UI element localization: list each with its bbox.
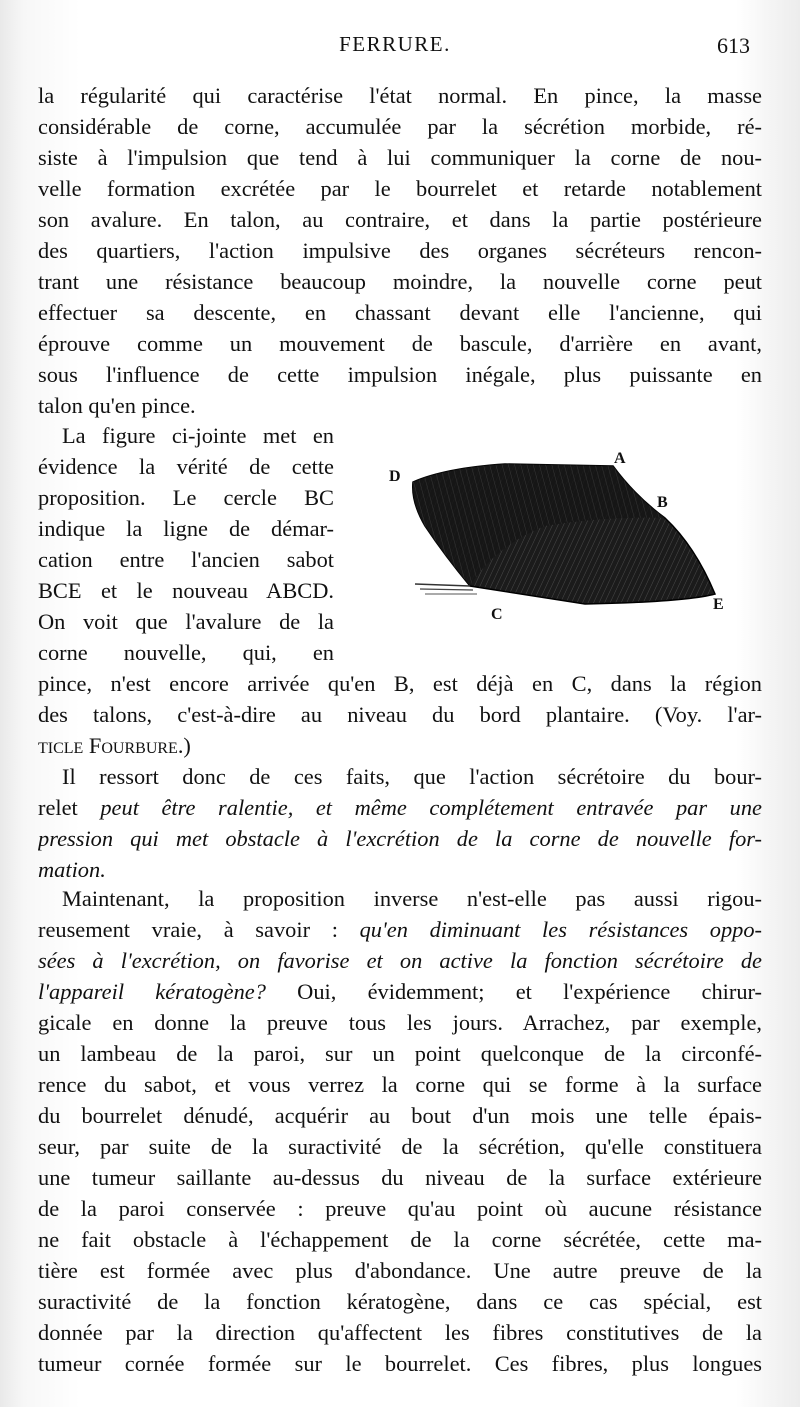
- text-line: Maintenant, la proposition inverse n'est-elle pas aussi rigou-: [62, 886, 762, 911]
- text-line: corne nouvelle, qui, en: [38, 640, 334, 665]
- text-line: Il ressort donc de ces faits, que l'action sécrétoire du bour-: [62, 764, 762, 789]
- text-line: effectuer sa descente, en chassant devant elle l'ancienne, qui: [38, 300, 762, 325]
- text-line: [38, 914, 762, 945]
- text-line: gicale en donne la preuve tous les jours. Arrachez, par exemple,: [38, 1010, 762, 1035]
- page-number: 613: [717, 33, 750, 58]
- text-line: BCE et le nouveau ABCD.: [38, 578, 334, 603]
- text-line-part-italic: peut être ralentie, et même complétement entravée par une: [100, 795, 762, 820]
- text-line: un lambeau de la paroi, sur un point quelconque de la circonfé-: [38, 1041, 762, 1066]
- text-line: donnée par la direction qu'affectent les fibres constitutives de la: [38, 1320, 762, 1345]
- text-line: talon qu'en pince.: [38, 393, 196, 418]
- text-line: [38, 792, 762, 823]
- text-line-part-italic: l'appareil kératogène?: [38, 979, 266, 1004]
- text-line: suractivité de la fonction kératogène, dans ce cas spécial, est: [38, 1289, 762, 1314]
- text-line: sous l'influence de cette impulsion inégale, plus puissante en: [38, 362, 762, 387]
- text-line: éprouve comme un mouvement de bascule, d'arrière en avant,: [38, 331, 762, 356]
- text-line: tière est formée avec plus d'abondance. Une autre preuve de la: [38, 1258, 762, 1283]
- text-line: évidence la vérité de cette: [38, 454, 334, 479]
- text-line: tumeur cornée formée sur le bourrelet. Ces fibres, plus longues: [38, 1351, 762, 1376]
- page-header: [38, 30, 752, 60]
- text-line: pince, n'est encore arrivée qu'en B, est déjà en C, dans la région: [38, 671, 762, 696]
- figure-label-d: D: [389, 468, 401, 485]
- text-line: siste à l'impulsion que tend à lui communiquer la corne de nou-: [38, 145, 762, 170]
- text-line: [38, 699, 762, 730]
- text-line-part-italic: qu'en diminuant les résistances oppo-: [359, 917, 762, 942]
- text-line: du bourrelet dénudé, acquérir au bout d'un mois une telle épais-: [38, 1103, 762, 1128]
- text-line-part: ticle Fourbure.): [38, 733, 191, 758]
- text-line: son avalure. En talon, au contraire, et dans la partie postérieure: [38, 207, 762, 232]
- text-line-part: Oui, évidemment; et l'expérience chirur-: [265, 979, 762, 1004]
- text-line: sées à l'excrétion, on favorise et on active la fonction sécrétoire de: [38, 948, 762, 973]
- hoof-figure: [385, 446, 735, 626]
- text-line: rence du sabot, et vous verrez la corne qui se forme à la surface: [38, 1072, 762, 1097]
- text-line: velle formation excrétée par le bourrelet et retarde notablement: [38, 176, 762, 201]
- text-line: seur, par suite de la suractivité de la sécrétion, qu'elle constituera: [38, 1134, 762, 1159]
- text-line: cation entre l'ancien sabot: [38, 547, 334, 572]
- figure-label-c: C: [491, 606, 503, 623]
- running-head: FERRURE.: [339, 32, 451, 56]
- text-line: la régularité qui caractérise l'état normal. En pince, la masse: [38, 83, 762, 108]
- text-line: mation.: [38, 857, 106, 882]
- hoof-illustration: [385, 446, 735, 626]
- text-line: trant une résistance beaucoup moindre, la nouvelle corne peut: [38, 269, 762, 294]
- text-line: indique la ligne de démar-: [38, 516, 334, 541]
- text-line: considérable de corne, accumulée par la sécrétion morbide, ré-: [38, 114, 762, 139]
- text-line: La figure ci-jointe met en: [62, 423, 334, 448]
- text-line: ne fait obstacle à l'échappement de la corne sécrétée, cette ma-: [38, 1227, 762, 1252]
- figure-label-a: A: [614, 450, 626, 467]
- figure-label-e: E: [713, 596, 724, 613]
- text-line: une tumeur saillante au-dessus du niveau de la surface extérieure: [38, 1165, 762, 1190]
- text-line: [38, 976, 762, 1007]
- text-line: [38, 730, 762, 761]
- text-line-part: reusement vraie, à savoir :: [38, 917, 360, 942]
- figure-label-b: B: [657, 494, 668, 511]
- text-line-part: relet: [38, 795, 101, 820]
- text-line-part: des talons, c'est-à-dire au niveau du bord plantaire. (Voy. l'ar-: [38, 702, 762, 727]
- text-line: proposition. Le cercle BC: [38, 485, 334, 510]
- text-line: On voit que l'avalure de la: [38, 609, 334, 634]
- text-line: pression qui met obstacle à l'excrétion de la corne de nouvelle for-: [38, 826, 762, 851]
- text-line: de la paroi conservée : preuve qu'au point où aucune résistance: [38, 1196, 762, 1221]
- text-line: des quartiers, l'action impulsive des organes sécréteurs rencon-: [38, 238, 762, 263]
